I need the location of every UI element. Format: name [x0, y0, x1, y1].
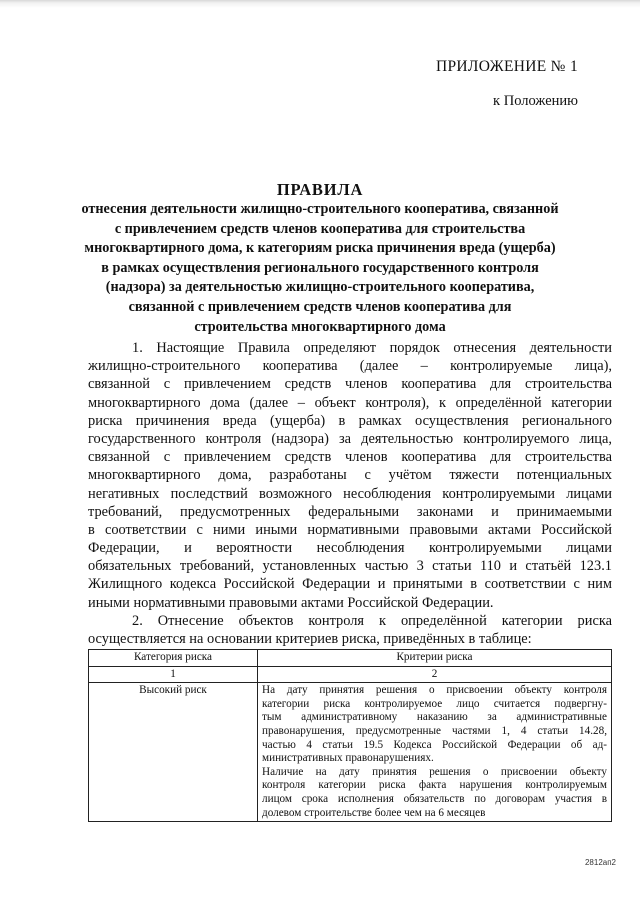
paragraph-line: требований, предусмотренных федеральными законами и принимаемыми: [88, 503, 612, 520]
paragraph-line: в соответствии с ними иными нормативными правовыми актами Российской: [88, 521, 612, 538]
paragraph-line: Жилищного кодекса Российской Федерации и принятыми в соответствии с ним: [88, 576, 612, 593]
title-line: строительства многоквартирного дома: [194, 318, 446, 335]
column-number: 1: [89, 666, 258, 683]
title-line: отнесения деятельности жилищно-строительного кооператива, связанной: [81, 201, 559, 217]
criteria-line: контроля категории риска факта нарушения контролируемым: [262, 779, 607, 792]
paragraph-line: риска причинения вреда (ущерба) в рамках осуществления регионального: [88, 412, 612, 429]
title-subtitle: [60, 200, 580, 337]
paragraph-line: 1. Настоящие Правила определяют порядок отнесения деятельности: [132, 340, 612, 356]
paragraph-line: связанной с привлечением средств членов кооператива для строительства: [88, 376, 612, 393]
criteria-line: На дату принятия решения о присвоении объекту контроля: [262, 684, 607, 697]
criteria-line: министративных правонарушениях.: [262, 752, 434, 765]
scan-edge: [0, 0, 640, 8]
title-line: в рамках осуществления регионального государственного контроля: [101, 259, 539, 276]
risk-criteria-cell: [258, 683, 612, 822]
risk-category-cell: Высокий риск: [89, 683, 258, 822]
body-text: [88, 339, 612, 648]
paragraph-line: государственного контроля (надзора) за деятельностью контролируемого лица,: [88, 430, 612, 447]
paragraph-line: связанной с привлечением средств членов кооператива для строительства: [88, 449, 612, 466]
page-code: 2812ап2: [584, 858, 616, 867]
title-line: (надзора) за деятельностью жилищно-строительного кооператива,: [105, 279, 535, 296]
paragraph-line: Федерации, и вероятности несоблюдения контролируемыми лицами: [88, 540, 612, 557]
risk-criteria-table: [88, 649, 612, 822]
column-number: 2: [258, 666, 612, 683]
criteria-line: частью 4 статьи 19.5 Кодекса Российской Федерации об ад-: [262, 738, 607, 751]
paragraph-line: осуществляется на основании критериев риска, приведённых в таблице:: [88, 631, 532, 647]
title-main: ПРАВИЛА: [276, 180, 364, 199]
document-title: [60, 180, 580, 337]
criteria-line: Наличие на дату принятия решения о присвоении объекту: [262, 765, 607, 778]
paragraph-line: иными нормативными правовыми актами Российской Федерации.: [88, 594, 494, 611]
table-row: [89, 683, 612, 822]
title-line: с привлечением средств членов кооператива для строительства: [114, 220, 526, 237]
header-risk-criteria: Критерии риска: [258, 650, 612, 667]
paragraph-line: 2. Отнесение объектов контроля к определённой категории риска: [132, 612, 612, 629]
table-header-row: [89, 650, 612, 667]
criteria-line: долевом строительстве более чем на 6 месяцев: [262, 806, 486, 819]
criteria-line: тым административному наказанию за административные: [262, 711, 607, 724]
paragraph-line: многоквартирного дома, разработаны с учётом тяжести потенциальных: [88, 467, 612, 484]
paragraph-line: обязательных требований, установленных частью 3 статьи 110 и статьёй 123.1: [88, 558, 612, 575]
criteria-line: лицом срока исполнения обязательств по договорам участия в: [262, 792, 607, 805]
criteria-line: правонарушения, предусмотренные частями 1, 4 статьи 14.28,: [262, 724, 607, 737]
paragraph-line: жилищно-строительного кооператива (далее – контролируемые лица),: [88, 358, 612, 375]
to-position-label: к Положению: [493, 93, 578, 109]
paragraph-line: негативных последствий возможного несоблюдения контролируемыми лицами: [88, 485, 612, 502]
paragraph-line: многоквартирного дома (далее – объект контроля), к определённой категории: [88, 394, 612, 411]
header-risk-category: Категория риска: [89, 650, 258, 667]
criteria-line: категории риска контролируемое лицо считается подвергну-: [262, 697, 607, 710]
paragraph-2: [88, 612, 612, 648]
title-line: связанной с привлечением средств членов кооператива для: [128, 298, 512, 315]
paragraph-1: [88, 339, 612, 612]
appendix-label: ПРИЛОЖЕНИЕ № 1: [435, 58, 578, 75]
title-line: многоквартирного дома, к категориям риска причинения вреда (ущерба): [84, 240, 556, 257]
table-number-row: [89, 666, 612, 683]
